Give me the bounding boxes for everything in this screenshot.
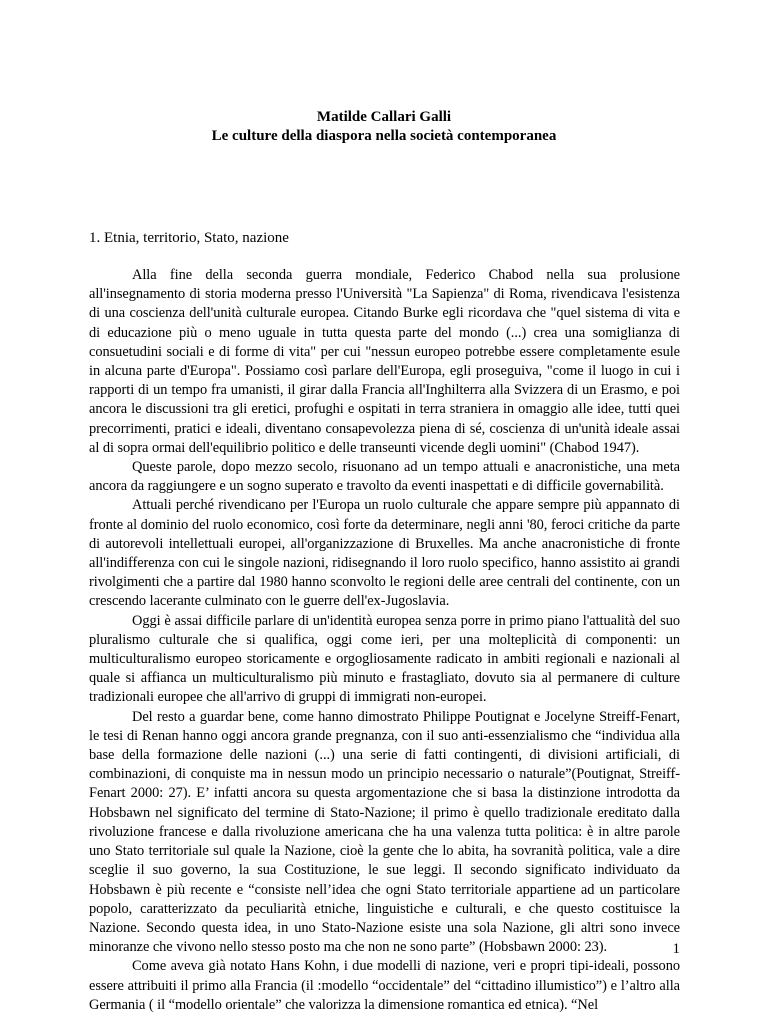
paragraph: Attuali perché rivendicano per l'Europa un ruolo culturale che appare sempre più appannato di fronte al dominio del ruolo economico, così forte da determinare, negli anni '80, feroci critiche da parte di autorevoli intellettuali europei, all'organizzazione di Bruxelles. Ma anche anacronistiche di fronte all'indifferenza con cui le singole nazioni, ridisegnando il loro ruolo specifico, hanno assistito ai grandi rivolgimenti che a partire dal 1980 hanno sconvolto le regioni delle aree centrali del continente, con un crescendo lacerante culminato con le guerre dell'ex-Jugoslavia. <box>89 497 680 610</box>
section-heading: 1. Etnia, territorio, Stato, nazione <box>89 230 289 246</box>
page-number: 1 <box>672 941 680 957</box>
document-title: Le culture della diaspora nella società contemporanea <box>211 128 557 144</box>
paragraph: Queste parole, dopo mezzo secolo, risuonano ad un tempo attuali e anacronistiche, una meta ancora da raggiungere e un sogno superato e travolto da eventi inaspettati e di difficile governabilità. <box>89 459 680 495</box>
paragraph: Come aveva già notato Hans Kohn, i due modelli di nazione, veri e propri tipi-ideali, possono essere attribuiti il primo alla Francia (il :modello “occidentale” del “cittadino illumistico”) e l’altro alla Germania ( il “modello orientale” che valorizza la dimensione romantica ed etnica). “Nel <box>89 958 680 1013</box>
body-text <box>89 266 680 1015</box>
paragraph: Alla fine della seconda guerra mondiale, Federico Chabod nella sua prolusione all'insegnamento di storia moderna presso l'Università "La Sapienza" di Roma, rivendicava l'esistenza di una coscienza dell'unità culturale europea. Citando Burke egli ricordava che "quel sistema di vita e di educazione più o meno uguale in tutta questa parte del mondo (...) crea una somiglianza di consuetudini sociali e di forme di vita" per cui "nessun europeo potrebbe essere completamente esule in alcuna parte d'Europa". Possiamo così parlare dell'Europa, egli proseguiva, "come il luogo in cui i rapporti di un tempo fra umanisti, il girar dalla Francia all'Inghilterra alla Svizzera di un Erasmo, e poi ancora le discussioni tra gli eretici, profughi e ospitati in terra straniera in omaggio alle idee, tutti quei precorrimenti, pratici e ideali, diventano consapevolezza piena di sé, coscienza di un'unità ideale assai al di sopra ormai dell'equilibrio politico e delle transeunti vicende degli uomini" (Chabod 1947). <box>89 267 680 456</box>
paragraph: Del resto a guardar bene, come hanno dimostrato Philippe Poutignat e Jocelyne Streiff-Fenart, le tesi di Renan hanno oggi ancora grande pregnanza, con il suo anti-essenzialismo che “individua alla base della formazione delle nazioni (...) una serie di fatti contingenti, di divisioni artificiali, di combinazioni, di conquiste ma in nessun modo un principio necessario o naturale”(Poutignat, Streiff-Fenart 2000: 27). E’ infatti ancora su questa argomentazione che si basa la distinzione introdotta da Hobsbawn nel significato del termine di Stato-Nazione; il primo è quello tradizionale ereditato dalla rivoluzione francese e dalla rivoluzione americana che ha una valenza tutta politica: è in altre parole uno Stato territoriale sul quale la Nazione, cioè la gente che lo abita, ha sovranità politica, vale a dire sceglie il suo governo, la sua Costituzione, le sue leggi. Il secondo significato individuato da Hobsbawn è più recente e “consiste nell’idea che ogni Stato territoriale appartiene ad un particolare popolo, caratterizzato da peculiarità etniche, linguistiche e culturali, e che questo costituisce la Nazione. Secondo questa idea, in uno Stato-Nazione esiste una sola Nazione, gli altri sono invece minoranze che vivono nello stesso posto ma che non ne sono parte” (Hobsbawn 2000: 23). <box>89 708 680 956</box>
document-header <box>0 108 768 146</box>
author-name: Matilde Callari Galli <box>316 109 452 125</box>
paragraph: Oggi è assai difficile parlare di un'identità europea senza porre in primo piano l'attualità del suo pluralismo culturale che si qualifica, oggi come ieri, per una molteplicità di componenti: un multiculturalismo europeo storicamente e orgogliosamente radicato in ambiti regionali e nazionali al quale si affianca un multiculturalismo più minuto e frastagliato, dovuto sia al permanere di culture tradizionali europee che all'arrivo di gruppi di immigrati non-europei. <box>89 612 680 706</box>
